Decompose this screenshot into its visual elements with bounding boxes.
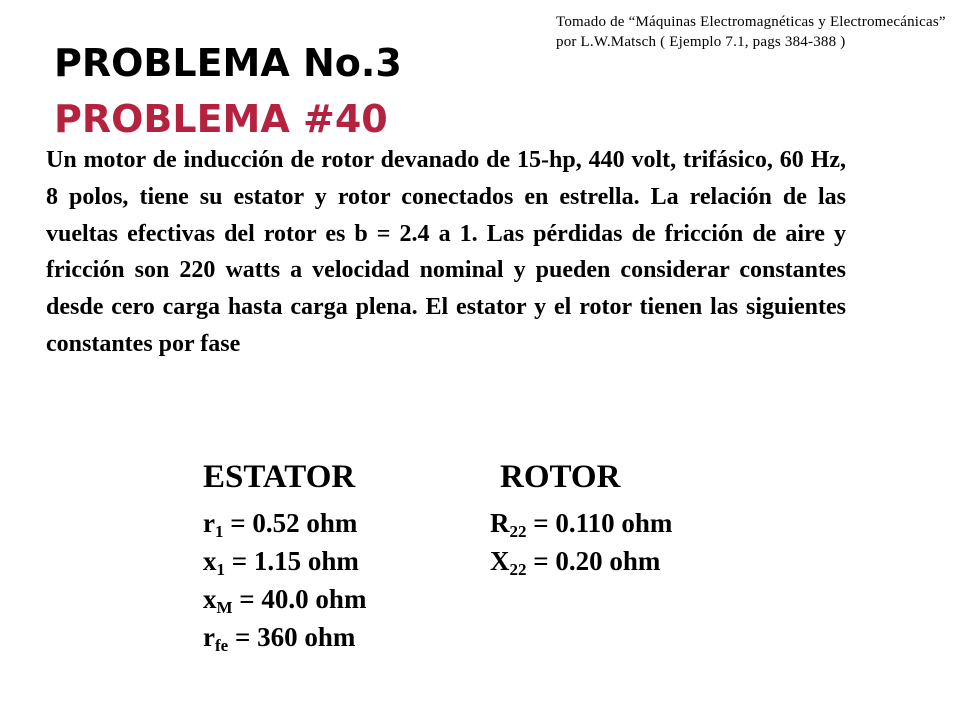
stator-heading: ESTATOR [203,459,356,495]
page-title: PROBLEMA No.3 [54,41,402,85]
stator-rfe: $r_{fe} = 360$ ohm [203,622,356,655]
stator-r1: $r_1 = 0.52$ ohm [203,508,358,541]
reference-note: Tomado de “Máquinas Electromagnéticas y Electromecánicas” por L.W.Matsch ( Ejemplo 7.1, pags 384-388 ) [556,14,946,50]
page-subtitle: PROBLEMA #40 [54,97,388,141]
stator-xm: $x_M = 40.0$ ohm [203,584,367,617]
stator-x1: $x_1 = 1.15$ ohm [203,546,359,579]
rotor-r22: $R_{22} = 0.110$ ohm [490,508,673,541]
rotor-x22: $X_{22} = 0.20$ ohm [490,546,661,579]
rotor-heading: ROTOR [500,459,621,495]
problem-statement: Un motor de inducción de rotor devanado de 15-hp, 440 volt, trifásico, 60 Hz, 8 polos, tiene su estator y rotor conectados en estrella. La relación de las vueltas efectivas del rotor es b = 2.4 a 1. Las pérdidas de fricción de aire y fricción son 220 watts a velocidad nominal y pueden considerar constantes desde cero carga hasta carga plena. El estator y el rotor tienen las siguientes constantes por fase [46,147,846,357]
